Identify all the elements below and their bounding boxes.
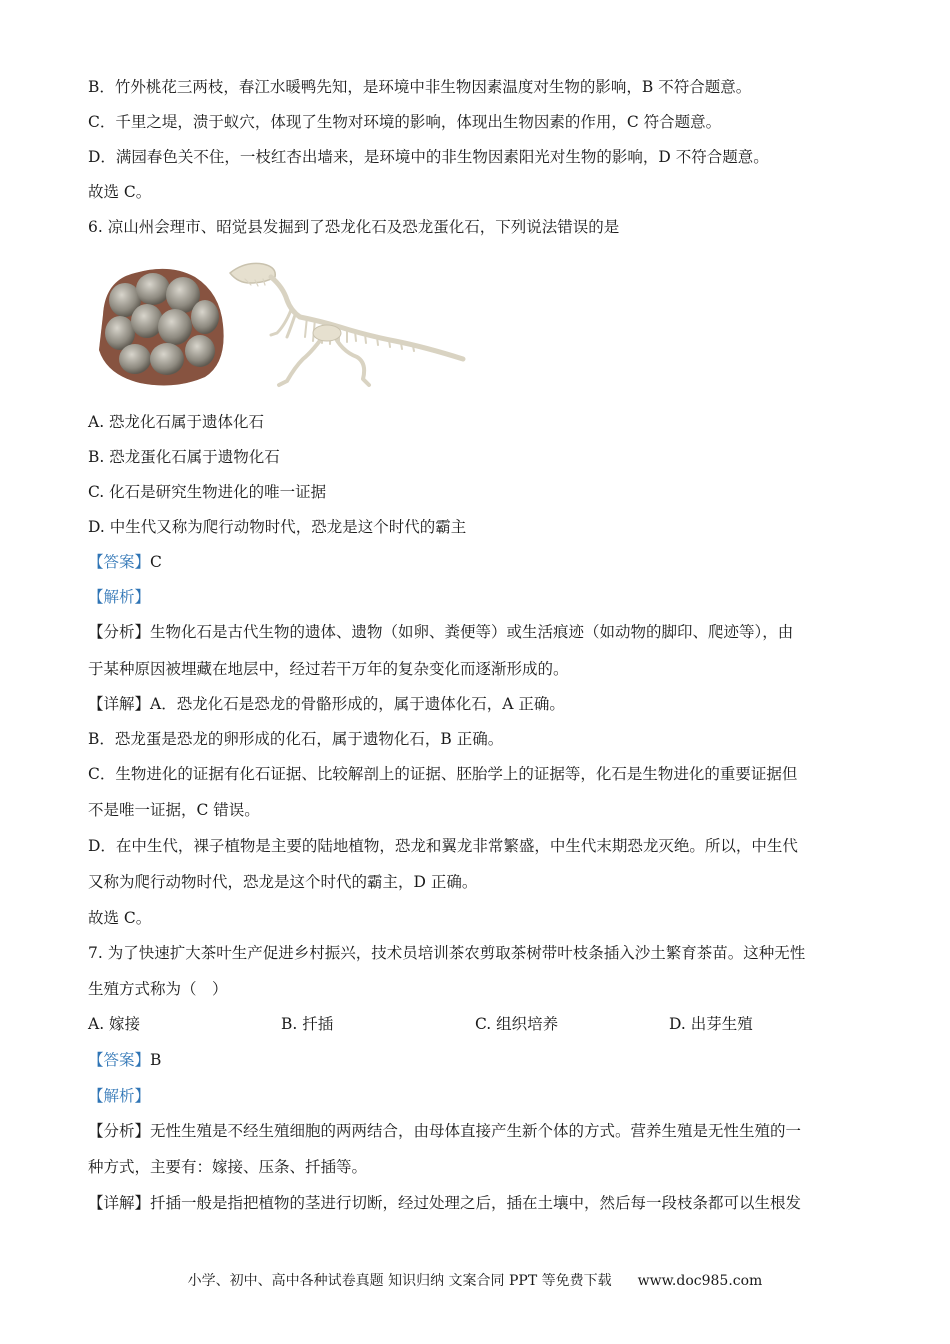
xiangjie-6-b: B．恐龙蛋是恐龙的卵形成的化石，属于遗物化石，B 正确。: [88, 730, 504, 748]
xiangjie-6-d-line-1: D．在中生代，裸子植物是主要的陆地植物，恐龙和翼龙非常繁盛，中生代末期恐龙灭绝。所以，中生代: [88, 837, 798, 855]
question-6-option-d: D. 中生代又称为爬行动物时代，恐龙是这个时代的霸主: [88, 518, 467, 536]
xiangjie-text: 扦插一般是指把植物的茎进行切断，经过处理之后，插在土壤中，然后每一段枝条都可以生根发: [150, 1194, 802, 1212]
option-b-explanation: B．竹外桃花三两枝，春江水暖鸭先知，是环境中非生物因素温度对生物的影响，B 不符合题意。: [88, 78, 752, 96]
xiangjie-6-c-line-2: 不是唯一证据，C 错误。: [88, 801, 260, 819]
fenxi-7-line-1: [88, 1121, 801, 1141]
answer-value: C: [150, 553, 162, 571]
question-6-stem: 6. 凉山州会理市、昭觉县发掘到了恐龙化石及恐龙蛋化石，下列说法错误的是: [88, 218, 620, 236]
answer-tag: 【答案】: [88, 553, 151, 571]
question-7-stem-line-2: 生殖方式称为（ ）: [88, 980, 228, 998]
question-6-option-b: B. 恐龙蛋化石属于遗物化石: [88, 448, 280, 466]
question-7-option-c: C. 组织培养: [475, 1015, 559, 1033]
option-d-explanation: D．满园春色关不住，一枝红杏出墙来，是环境中的非生物因素阳光对生物的影响，D 不符合题意。: [88, 148, 769, 166]
xiangjie-tag: 【详解】: [88, 1194, 151, 1212]
page-footer: [0, 1270, 950, 1290]
xiangjie-6-a: [88, 694, 565, 714]
answer-choice-line: 故选 C。: [88, 183, 152, 201]
dinosaur-egg-fossil: [99, 269, 224, 386]
question-7-stem-line-1: 7. 为了快速扩大茶叶生产促进乡村振兴，技术员培训茶农剪取茶树带叶枝条插入沙土繁育茶苗。这种无性: [88, 944, 806, 962]
analysis-heading-7: 【解析】: [88, 1087, 151, 1105]
dinosaur-skeleton: [230, 263, 463, 385]
question-7-option-a: A. 嫁接: [88, 1015, 141, 1033]
fenxi-text: 生物化石是古代生物的遗体、遗物（如卵、粪便等）或生活痕迹（如动物的脚印、爬迹等），由: [150, 623, 794, 641]
fenxi-tag: 【分析】: [88, 1122, 151, 1140]
fenxi-6-line-1: [88, 622, 793, 642]
fenxi-7-line-2: 种方式，主要有：嫁接、压条、扦插等。: [88, 1158, 368, 1176]
fenxi-6-line-2: 于某种原因被埋藏在地层中，经过若干万年的复杂变化而逐渐形成的。: [88, 660, 569, 678]
question-6-option-c: C. 化石是研究生物进化的唯一证据: [88, 483, 327, 501]
answer-6: [88, 552, 162, 572]
xiangjie-6-d-line-2: 又称为爬行动物时代，恐龙是这个时代的霸主，D 正确。: [88, 873, 478, 891]
xiangjie-tag: 【详解】: [88, 695, 151, 713]
fenxi-text: 无性生殖是不经生殖细胞的两两结合，由母体直接产生新个体的方式。营养生殖是无性生殖的一: [150, 1122, 802, 1140]
option-c-explanation: C．千里之堤，溃于蚁穴，体现了生物对环境的影响，体现出生物因素的作用，C 符合题意。: [88, 113, 722, 131]
answer-tag: 【答案】: [88, 1051, 151, 1069]
fenxi-tag: 【分析】: [88, 623, 151, 641]
question-6-option-a: A. 恐龙化石属于遗体化石: [88, 413, 265, 431]
answer-7: [88, 1050, 161, 1070]
dinosaur-fossil-image: [95, 255, 467, 390]
footer-text: 小学、初中、高中各种试卷真题 知识归纳 文案合同 PPT 等免费下载: [187, 1273, 612, 1289]
answer-value: B: [150, 1051, 162, 1069]
xiangjie-7-line-1: [88, 1193, 801, 1213]
footer-url[interactable]: www.doc985.com: [637, 1273, 763, 1289]
answer-choice-6: 故选 C。: [88, 909, 152, 927]
xiangjie-text: A．恐龙化石是恐龙的骨骼形成的，属于遗体化石，A 正确。: [150, 695, 565, 713]
question-7-option-d: D. 出芽生殖: [669, 1015, 753, 1033]
question-7-option-b: B. 扦插: [281, 1015, 334, 1033]
xiangjie-6-c-line-1: C．生物进化的证据有化石证据、比较解剖上的证据、胚胎学上的证据等，化石是生物进化的重要证据但: [88, 765, 798, 783]
analysis-heading-6: 【解析】: [88, 588, 151, 606]
